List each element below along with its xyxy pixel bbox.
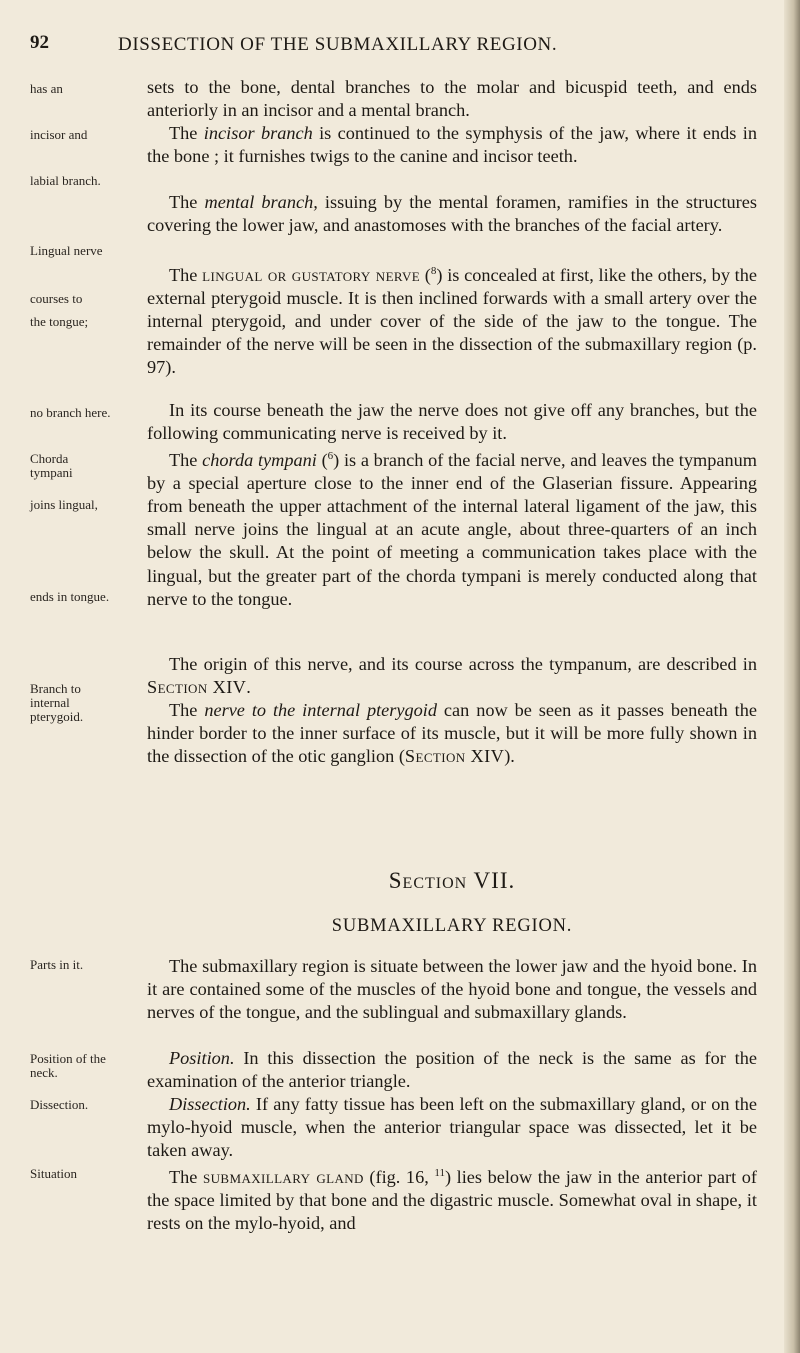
section-title: Section VII. xyxy=(388,868,516,893)
paragraph-submaxillary-region xyxy=(147,955,757,1024)
side-note-joins-lingual: joins lingual, xyxy=(30,497,98,512)
side-note-chorda-tympani: Chorda tympani xyxy=(30,451,73,480)
side-note-situation: Situation xyxy=(30,1166,77,1181)
side-note-has-an: has an xyxy=(30,81,63,96)
small-caps-term: lingual or gustatory nerve xyxy=(202,265,421,286)
paragraph-origin xyxy=(147,653,757,699)
text-run: The origin of this nerve, and its course across the tympanum, are described in xyxy=(169,654,757,674)
paragraph-nerve-internal-pterygoid xyxy=(147,699,757,768)
text-run: If any fatty tissue has been left on the submaxillary gland, or on the mylo-hyoid muscle, when the anterior triangular space was dissected, let it be taken away. xyxy=(147,1094,757,1161)
small-caps-term: submaxillary gland xyxy=(203,1167,364,1188)
side-note-no-branch: no branch here. xyxy=(30,405,111,420)
page-edge xyxy=(784,0,800,1353)
paragraph-dissection xyxy=(147,1093,757,1162)
side-note-courses-to: courses to xyxy=(30,291,83,306)
text-run: The xyxy=(169,265,203,286)
text-run: In this dissection the position of the neck is the same as for the examination of the anterior triangle. xyxy=(147,1048,757,1092)
text-run: The xyxy=(169,123,204,143)
small-caps-term: Section XIV xyxy=(147,677,247,698)
page-header xyxy=(30,32,770,58)
text-run: In its course beneath the jaw the nerve does not give off any branches, but the following communicating nerve is received by it. xyxy=(147,400,757,444)
paragraph-text: sets to the bone, dental branches to the molar and bicuspid teeth, and ends anteriorly in an incisor and a mental branch. xyxy=(147,77,757,121)
small-caps-term: Section XIV xyxy=(404,746,505,767)
text-run: ). xyxy=(504,746,515,767)
side-note-position: Position of the neck. xyxy=(30,1051,106,1080)
italic-term: mental branch, xyxy=(204,192,318,212)
text-run: The xyxy=(169,700,205,720)
text-run: ) lies below the jaw in the anterior part of the space limited by that bone and the digastric muscle. Somewhat oval in shape, it rests on the mylo-hyoid, and xyxy=(147,1167,757,1234)
side-note-dissection: Dissection. xyxy=(30,1097,89,1112)
italic-term: Dissection. xyxy=(169,1094,251,1114)
paragraph-1 xyxy=(147,76,757,122)
italic-term: Position. xyxy=(169,1048,235,1068)
text-run: is a branch of the facial nerve, and leaves the tympanum by a special aperture close to the inner end of the Glaserian fissure. Appearing from beneath the upper attachment of the internal lateral ligament of the jaw, this small nerve joins the lingual at an acute angle, about three-quarters of an inch below the skull. At the point of meeting a communication takes place with the lingual, but the greater part of the chorda tympani is merely conducted along that nerve to the tongue. xyxy=(147,450,757,609)
paragraph-position xyxy=(147,1047,757,1093)
italic-term: incisor branch xyxy=(203,123,313,143)
paragraph-lingual-nerve: The lingual or gustatory nerve ($^8$) is concealed at first, like the others, by the external pterygoid muscle. It is then inclined forwards with a small artery over the internal pterygoid, and under cover of the side of the jaw to the tongue. The remainder of the nerve will be seen in the dissection of the submaxillary region (p. 97). xyxy=(147,265,758,378)
paragraph-course xyxy=(147,399,757,445)
text-run: The xyxy=(169,450,203,471)
paragraph-mental-branch xyxy=(147,191,757,237)
text-run: can now be seen as it passes beneath the hinder border to the inner surface of its muscle, but it will be more fully shown in the dissection of the otic ganglion ( xyxy=(147,700,757,767)
text-run: is concealed at first, like the others, by the external pterygoid muscle. It is then inclined forwards with a small artery over the internal pterygoid, and under cover of the side of the jaw to the tongue. The remainder of the nerve will be seen in the dissection of the submaxillary region (p. 97). xyxy=(147,265,758,378)
text-run: issuing by the mental foramen, ramifies in the structures covering the lower jaw, and anastomoses with the branches of the facial artery. xyxy=(147,192,757,236)
side-note-ends-in-tongue: ends in tongue. xyxy=(30,589,110,604)
paragraph-submaxillary-gland xyxy=(147,1162,757,1235)
reference-number: 11 xyxy=(434,1167,445,1179)
side-note-branch-to: Branch to internal pterygoid. xyxy=(30,681,84,724)
paragraph-chorda-tympani: The chorda tympani ($^6$) is a branch of the facial nerve, and leaves the tympanum by a special aperture close to the inner end of the Glaserian fissure. Appearing from beneath the upper attachment of the internal lateral ligament of the jaw, this small nerve joins the lingual at an acute angle, about three-quarters of an inch below the skull. At the point of meeting a communication takes place with the lingual, but the greater part of the chorda tympani is merely conducted along that nerve to the tongue. xyxy=(147,450,757,609)
side-note-labial-branch: labial branch. xyxy=(30,173,101,188)
text-run: . xyxy=(246,677,251,698)
page-number: 92 xyxy=(30,32,49,53)
text-run: The xyxy=(169,1167,203,1188)
side-note-the-tongue: the tongue; xyxy=(30,314,89,329)
reference-number: 6 xyxy=(327,450,334,462)
reference-number: 8 xyxy=(430,265,437,277)
paragraph-incisor-branch xyxy=(147,122,757,168)
text-run: The submaxillary region is situate between the lower jaw and the hyoid bone. In it are contained some of the muscles of the hyoid bone and tongue, the vessels and nerves of the tongue, and the sublingual and submaxillary glands. xyxy=(147,956,757,1023)
italic-term: chorda tympani xyxy=(202,450,317,471)
text-run: is continued to the symphysis of the jaw, where it ends in the bone ; it furnishes twigs to the canine and incisor teeth. xyxy=(147,123,757,167)
text-run: The xyxy=(169,192,205,212)
side-note-incisor-and: incisor and xyxy=(30,127,88,142)
section-subtitle: SUBMAXILLARY REGION. xyxy=(331,916,573,936)
side-note-parts-in-it: Parts in it. xyxy=(30,957,84,972)
side-note-lingual-nerve: Lingual nerve xyxy=(30,243,103,258)
running-title: DISSECTION OF THE SUBMAXILLARY REGION. xyxy=(118,34,558,55)
italic-term: nerve to the internal pterygoid xyxy=(204,700,438,720)
text-run: (fig. 16, xyxy=(363,1167,435,1188)
